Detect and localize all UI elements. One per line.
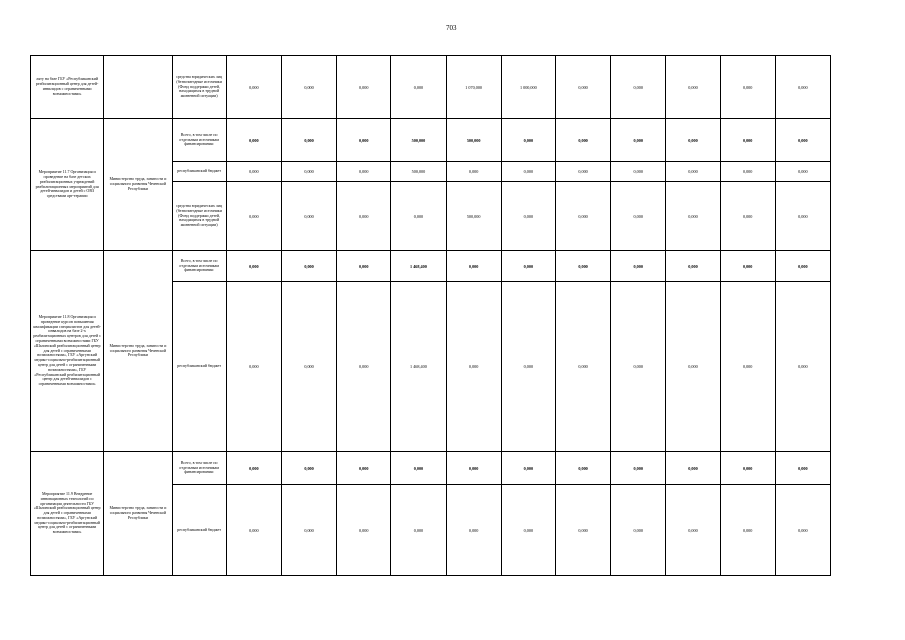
value-cell: 0,000 (720, 119, 775, 162)
value-cell: 0,000 (611, 485, 666, 576)
budget-table (30, 55, 831, 576)
value-cell: 0,000 (775, 56, 830, 119)
source-cell: республиканский бюджет (172, 162, 226, 182)
value-cell: 0,000 (555, 119, 610, 162)
value-cell: 0,000 (666, 119, 720, 162)
value-cell: 0,000 (446, 452, 501, 485)
table-row (31, 119, 831, 162)
page-number: 703 (446, 24, 457, 32)
value-cell: 0,000 (720, 452, 775, 485)
value-cell: 0,000 (281, 119, 336, 162)
value-cell: 0,000 (337, 282, 391, 452)
source-cell: средства юридических лиц (безвозмездные источники (Фонд поддержки детей, находящихся в трудной жизненной ситуации) (172, 182, 226, 251)
value-cell: 0,000 (281, 251, 336, 282)
value-cell: 0,000 (720, 485, 775, 576)
value-cell: 1 000,000 (501, 56, 555, 119)
value-cell: 0,000 (611, 182, 666, 251)
value-cell: 0,000 (226, 119, 281, 162)
value-cell: 0,000 (555, 282, 610, 452)
value-cell: 0,000 (226, 162, 281, 182)
value-cell: 0,000 (446, 485, 501, 576)
value-cell: 0,000 (446, 162, 501, 182)
executor-cell: Министерство труда, занятости и социального развития Чеченской Республики (104, 119, 172, 251)
value-cell: 1 468,400 (391, 282, 446, 452)
value-cell: 0,000 (337, 452, 391, 485)
table-row (31, 452, 831, 485)
value-cell: 0,000 (391, 485, 446, 576)
value-cell: 0,000 (555, 251, 610, 282)
value-cell: 0,000 (666, 182, 720, 251)
source-cell: республиканский бюджет (172, 282, 226, 452)
value-cell: 0,000 (720, 162, 775, 182)
table-row (31, 251, 831, 282)
value-cell: 0,000 (555, 182, 610, 251)
value-cell: 0,000 (446, 282, 501, 452)
value-cell: 0,000 (555, 452, 610, 485)
activity-cell: Мероприятие 11.9 Внедрение инновационных технологий по организации деятельности ГБУ «Шалинский реабилитационный центр для детей с ограниченными возможностями», ГБУ «Аргунский медико-социально-реабилитационный центр для детей с ограниченными возможностями» (31, 452, 104, 576)
value-cell: 0,000 (226, 251, 281, 282)
executor-cell (104, 56, 172, 119)
source-cell: Всего, в том числе по отдельным источникам финансирования: (172, 452, 226, 485)
value-cell: 0,000 (775, 182, 830, 251)
value-cell: 0,000 (666, 282, 720, 452)
value-cell: 0,000 (775, 282, 830, 452)
value-cell: 0,000 (281, 452, 336, 485)
value-cell: 0,000 (391, 182, 446, 251)
value-cell: 0,000 (501, 251, 555, 282)
value-cell: 0,000 (775, 452, 830, 485)
value-cell: 0,000 (666, 452, 720, 485)
value-cell: 0,000 (611, 282, 666, 452)
table-row (31, 56, 831, 119)
value-cell: 0,000 (555, 485, 610, 576)
value-cell: 0,000 (501, 452, 555, 485)
value-cell: 0,000 (611, 56, 666, 119)
executor-cell: Министерство труда, занятости и социального развития Чеченской Республики (104, 251, 172, 452)
value-cell: 0,000 (666, 251, 720, 282)
value-cell: 0,000 (281, 485, 336, 576)
activity-cell: Мероприятие 11.7 Организация и проведение на базе детских реабилитационных учреждений реабилитационных мероприятий для детей-инвалидов и детей с ОВЗ средствами арт-терапии (31, 119, 104, 251)
source-cell: Всего, в том числе по отдельным источникам финансирования: (172, 119, 226, 162)
value-cell: 0,000 (337, 119, 391, 162)
value-cell: 0,000 (337, 56, 391, 119)
activity-cell: ляту на базе ГБУ «Республиканский реабилитационный центр для детей-инвалидов с ограниченными возможностями» (31, 56, 104, 119)
value-cell: 500,000 (391, 119, 446, 162)
value-cell: 0,000 (226, 452, 281, 485)
value-cell: 0,000 (611, 162, 666, 182)
value-cell: 500,000 (391, 162, 446, 182)
value-cell: 0,000 (775, 119, 830, 162)
value-cell: 0,000 (337, 182, 391, 251)
value-cell: 500,000 (446, 182, 501, 251)
value-cell: 0,000 (611, 119, 666, 162)
value-cell: 0,000 (281, 56, 336, 119)
value-cell: 0,000 (226, 282, 281, 452)
value-cell: 0,000 (337, 251, 391, 282)
value-cell: 0,000 (226, 182, 281, 251)
value-cell: 0,000 (501, 119, 555, 162)
value-cell: 0,000 (337, 485, 391, 576)
value-cell: 0,000 (720, 182, 775, 251)
value-cell: 0,000 (391, 56, 446, 119)
value-cell: 0,000 (666, 162, 720, 182)
value-cell: 0,000 (281, 182, 336, 251)
value-cell: 0,000 (720, 56, 775, 119)
value-cell: 0,000 (391, 452, 446, 485)
value-cell: 1 468,400 (391, 251, 446, 282)
value-cell: 0,000 (555, 56, 610, 119)
value-cell: 0,000 (337, 162, 391, 182)
value-cell: 500,000 (446, 119, 501, 162)
source-cell: республиканский бюджет (172, 485, 226, 576)
value-cell: 0,000 (446, 251, 501, 282)
source-cell: Всего, в том числе по отдельным источникам финансирования: (172, 251, 226, 282)
value-cell: 0,000 (775, 485, 830, 576)
value-cell: 0,000 (281, 162, 336, 182)
value-cell: 0,000 (611, 251, 666, 282)
source-cell: средства юридических лиц (безвозмездные источники (Фонд поддержки детей, находящихся в трудной жизненной ситуации) (172, 56, 226, 119)
value-cell: 0,000 (666, 485, 720, 576)
value-cell: 0,000 (226, 56, 281, 119)
activity-cell: Мероприятие 11.8 Организация и проведение курсов повышения квалификации специалистов для детей-инвалидов на базе 2-х реабилитационных центров для детей с ограниченными возможностями ГБУ «Шалинский реабилитационный центр для детей с ограниченными возможностями», ГБУ «Аргунский медико-социально-реабилитационный центр для детей с ограниченными возможностями», ГБУ «Республиканский реабилитационный центр для детей-инвалидов с ограниченными возможностями» (31, 251, 104, 452)
value-cell: 0,000 (281, 282, 336, 452)
value-cell: 0,000 (226, 485, 281, 576)
value-cell: 0,000 (666, 56, 720, 119)
value-cell: 0,000 (555, 162, 610, 182)
executor-cell: Министерство труда, занятости и социального развития Чеченской Республики (104, 452, 172, 576)
value-cell: 0,000 (775, 251, 830, 282)
value-cell: 1 070,000 (446, 56, 501, 119)
value-cell: 0,000 (720, 282, 775, 452)
value-cell: 0,000 (501, 162, 555, 182)
value-cell: 0,000 (501, 282, 555, 452)
value-cell: 0,000 (775, 162, 830, 182)
value-cell: 0,000 (501, 182, 555, 251)
value-cell: 0,000 (611, 452, 666, 485)
value-cell: 0,000 (501, 485, 555, 576)
value-cell: 0,000 (720, 251, 775, 282)
